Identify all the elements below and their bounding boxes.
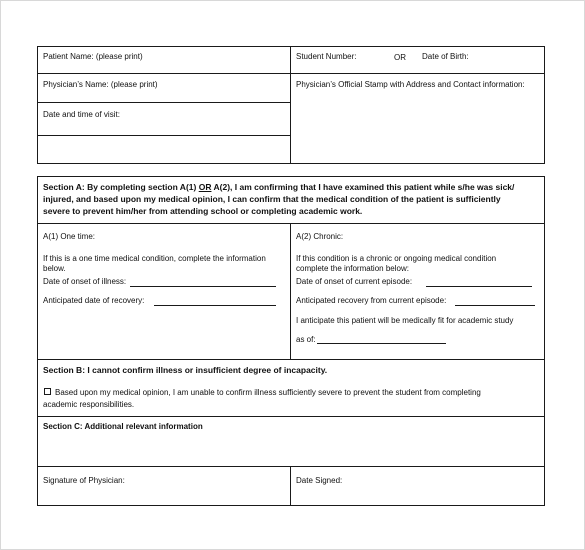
- section-a-intro-line3: severe to prevent him/her from attending school or completing academic work.: [43, 206, 363, 216]
- section-c-divider: [37, 416, 545, 417]
- a2-asof-label: as of:: [296, 335, 316, 344]
- section-a-intro-or: OR: [198, 182, 212, 192]
- a2-asof-line[interactable]: [317, 343, 446, 344]
- a1-recovery-line[interactable]: [154, 305, 276, 306]
- stamp-label: Physician’s Official Stamp with Address and Contact information:: [296, 80, 525, 89]
- date-of-birth-label: Date of Birth:: [422, 52, 469, 61]
- date-signed-label: Date Signed:: [296, 476, 343, 485]
- section-a-intro-line2: injured, and based upon my medical opinion, I can confirm that the medical condition of the patient is sufficiently: [43, 194, 501, 204]
- footer-vertical-divider: [290, 466, 291, 506]
- a2-text-line2: complete the information below:: [296, 264, 409, 273]
- a1-recovery-label: Anticipated date of recovery:: [43, 296, 145, 305]
- physician-name-label: Physician’s Name: (please print): [43, 80, 158, 89]
- header-divider-vertical: [290, 46, 291, 164]
- a1-a2-divider: [290, 223, 291, 359]
- a1-title: A(1) One time:: [43, 232, 96, 241]
- a1-text-line2: below.: [43, 264, 66, 273]
- a1-text-line1: If this is a one time medical condition, complete the information: [43, 254, 266, 263]
- a2-recovery-line[interactable]: [455, 305, 535, 306]
- a1-onset-line[interactable]: [130, 286, 276, 287]
- header-divider-row2: [37, 102, 290, 103]
- header-divider-row3: [37, 135, 290, 136]
- section-a-intro-part2: A(2), I am confirming that I have examined this patient while s/he was sick/: [211, 182, 515, 192]
- section-b-text-line1: Based upon my medical opinion, I am unable to confirm illness sufficiently severe to prevent the student from completing: [55, 388, 481, 397]
- a1-onset-label: Date of onset of illness:: [43, 277, 127, 286]
- section-b-checkbox[interactable]: [44, 388, 51, 395]
- section-b-title: Section B: I cannot confirm illness or insufficient degree of incapacity.: [43, 365, 328, 375]
- header-table: [37, 46, 545, 164]
- signature-label: Signature of Physician:: [43, 476, 125, 485]
- footer-divider: [37, 466, 545, 467]
- sections-table: [37, 176, 545, 506]
- or-label: OR: [394, 53, 406, 62]
- header-divider-row1: [37, 73, 545, 74]
- patient-name-label: Patient Name: (please print): [43, 52, 143, 61]
- a2-fit-label: I anticipate this patient will be medically fit for academic study: [296, 316, 514, 325]
- a2-title: A(2) Chronic:: [296, 232, 344, 241]
- a2-recovery-label: Anticipated recovery from current episode:: [296, 296, 447, 305]
- section-a-intro-line1: [43, 182, 514, 192]
- section-a-divider: [37, 223, 545, 224]
- section-b-divider: [37, 359, 545, 360]
- a2-text-line1: If this condition is a chronic or ongoing medical condition: [296, 254, 497, 263]
- a2-onset-label: Date of onset of current episode:: [296, 277, 413, 286]
- section-a-intro-part1: Section A: By completing section A(1): [43, 182, 199, 192]
- section-c-title: Section C: Additional relevant information: [43, 422, 203, 431]
- student-number-label: Student Number:: [296, 52, 357, 61]
- visit-label: Date and time of visit:: [43, 110, 120, 119]
- a2-onset-line[interactable]: [426, 286, 532, 287]
- section-b-text-line2: academic responsibilities.: [43, 400, 135, 409]
